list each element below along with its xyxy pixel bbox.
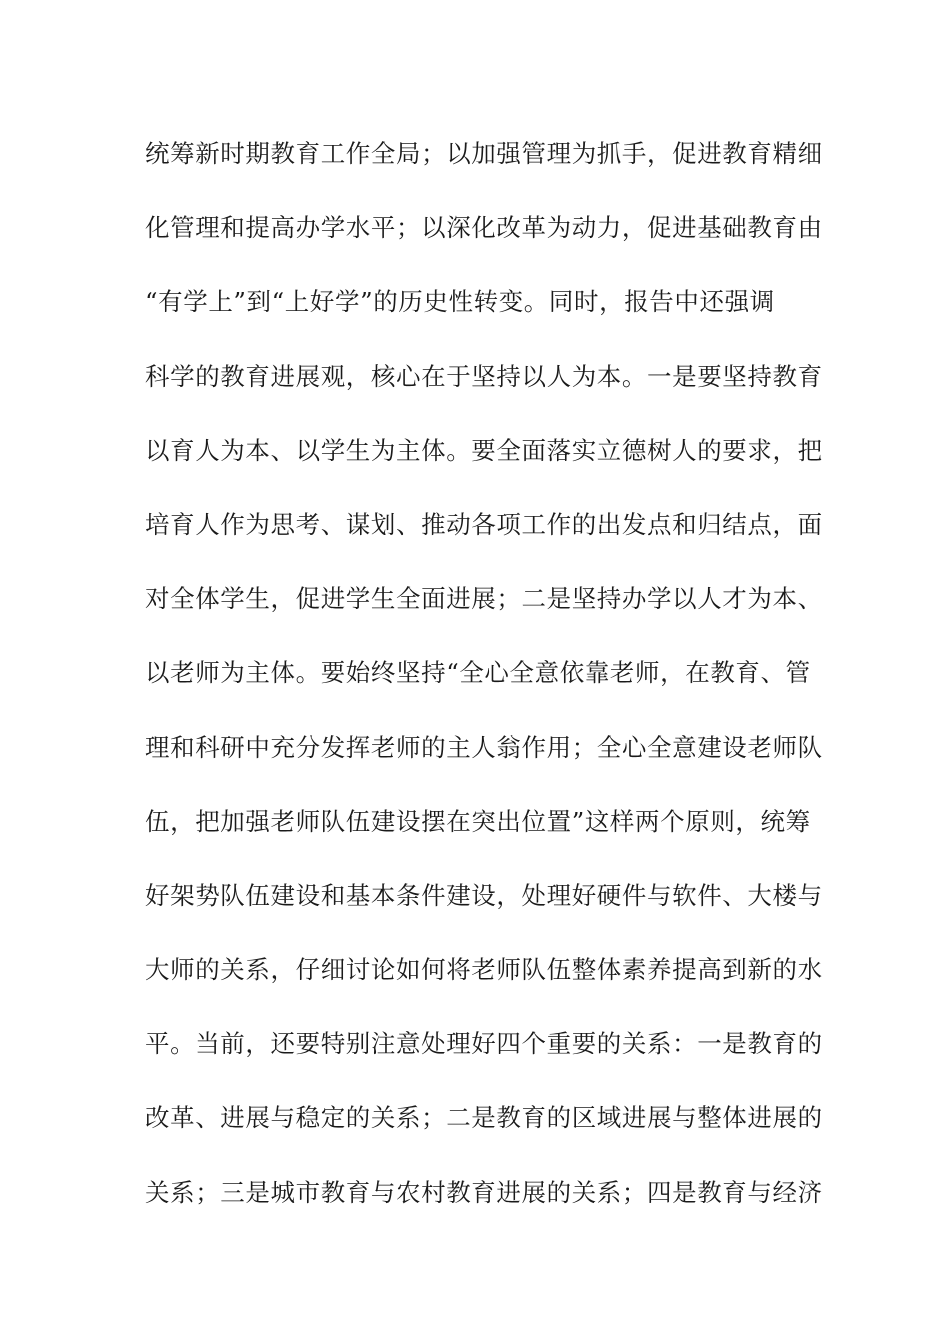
text-line: “有学上”到“上好学”的历史性转变。同时，报告中还强调 <box>145 287 775 317</box>
text-line: 对全体学生，促进学生全面进展；二是坚持办学以人才为本、 <box>145 584 823 614</box>
text-line: 以育人为本、以学生为主体。要全面落实立德树人的要求，把 <box>145 435 823 465</box>
text-line: 化管理和提高办学水平；以深化改革为动力，促进基础教育由 <box>145 213 823 243</box>
text-line: 好架势队伍建设和基本条件建设，处理好硬件与软件、大楼与 <box>145 880 823 910</box>
text-line: 科学的教育进展观，核心在于坚持以人为本。一是要坚持教育 <box>145 361 823 391</box>
text-line: 关系；三是城市教育与农村教育进展的关系；四是教育与经济 <box>145 1177 823 1207</box>
body-text <box>145 131 823 1244</box>
text-line: 培育人作为思考、谋划、推动各项工作的出发点和归结点，面 <box>145 509 823 539</box>
text-line: 统筹新时期教育工作全局；以加强管理为抓手，促进教育精细 <box>145 139 823 168</box>
text-line: 伍，把加强老师队伍建设摆在突出位置”这样两个原则，统筹 <box>145 806 811 836</box>
text-line: 平。当前，还要特别注意处理好四个重要的关系：一是教育的 <box>145 1029 823 1059</box>
text-line: 理和科研中充分发挥老师的主人翁作用；全心全意建设老师队 <box>145 732 823 762</box>
text-line: 改革、进展与稳定的关系；二是教育的区域进展与整体进展的 <box>145 1103 823 1133</box>
text-line: 以老师为主体。要始终坚持“全心全意依靠老师，在教育、管 <box>145 658 811 688</box>
text-line: 大师的关系，仔细讨论如何将老师队伍整体素养提高到新的水 <box>145 955 823 985</box>
